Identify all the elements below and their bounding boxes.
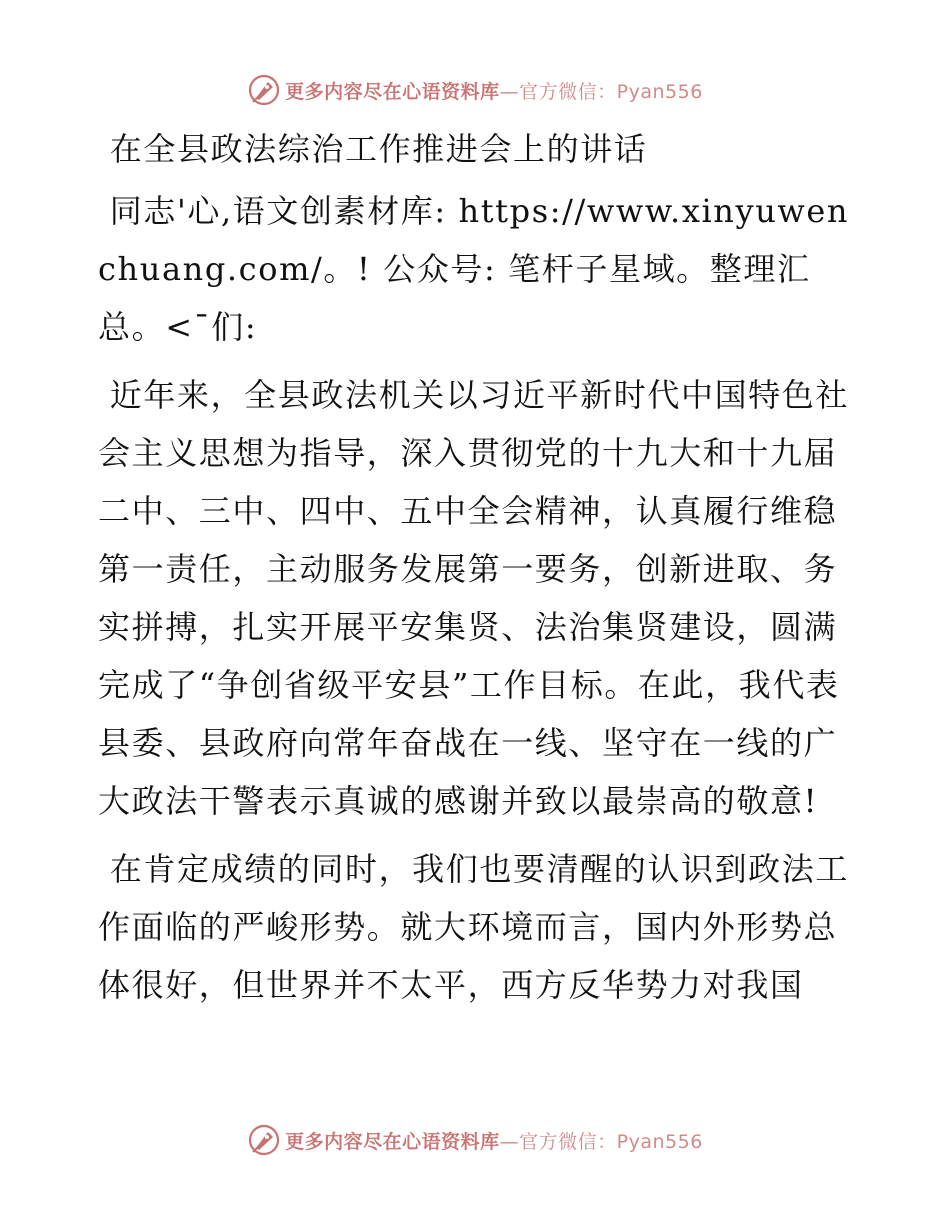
pen-nib-logo-icon <box>247 73 281 107</box>
paragraph-2: 在肯定成绩的同时，我们也要清醒的认识到政法工作面临的严峻形势。就大环境而言，国内外形势总体很好，但世界并不太平，西方反华势力对我国 <box>98 850 849 1004</box>
greeting-line: 同志'心,语文创素材库: https://www.xinyuwenchuang.com/。! 公众号: 笔杆子星域。整理汇总。<¯们: <box>98 192 850 346</box>
watermark-banner-top <box>0 70 950 110</box>
watermark-brand: 更多内容尽在心语资料库 <box>285 1130 500 1153</box>
watermark-contact: —官方微信：Pyan556 <box>499 80 703 103</box>
document-title: 在全县政法综治工作推进会上的讲话 <box>98 130 648 168</box>
watermark-text <box>285 77 703 104</box>
watermark-text <box>285 1127 703 1154</box>
watermark-contact: —官方微信：Pyan556 <box>499 1130 703 1153</box>
pen-nib-logo-icon <box>247 1123 281 1157</box>
watermark-brand: 更多内容尽在心语资料库 <box>285 80 500 103</box>
paragraph-1: 近年来，全县政法机关以习近平新时代中国特色社会主义思想为指导，深入贯彻党的十九大和十九届二中、三中、四中、五中全会精神，认真履行维稳第一责任，主动服务发展第一要务，创新进取、务实拼搏，扎实开展平安集贤、法治集贤建设，圆满完成了“争创省级平安县”工作目标。在此，我代表县委、县政府向常年奋战在一线、坚守在一线的广大政法干警表示真诚的感谢并致以最崇高的敬意! <box>98 376 849 820</box>
watermark-banner-bottom <box>0 1120 950 1160</box>
document-body <box>98 120 850 1014</box>
